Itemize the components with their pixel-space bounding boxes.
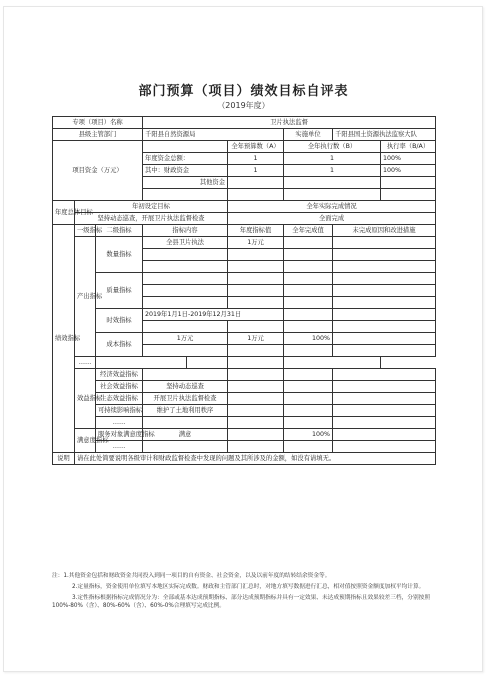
ind-header-done: 全年完成值	[284, 225, 333, 237]
empty-cell	[143, 297, 228, 309]
quantity-indicator-label: 数量指标	[96, 237, 143, 273]
empty-cell	[143, 273, 228, 285]
empty-cell	[228, 393, 284, 405]
quantity-done	[284, 237, 333, 249]
empty-cell	[284, 369, 333, 381]
empty-cell	[333, 273, 436, 285]
impl-label: 实施单位	[284, 129, 333, 141]
eco-content: 开展卫片执法监督检查	[143, 393, 228, 405]
empty-cell	[228, 417, 284, 429]
empty-cell	[284, 441, 333, 453]
funds-row-rate: 100%	[381, 153, 436, 165]
social-indicator-label: 社会效益指标	[96, 381, 143, 393]
time-indicator-label: 时效指标	[96, 309, 143, 333]
empty-cell	[333, 297, 436, 309]
empty-cell	[284, 249, 333, 261]
funds-row-label: 年度资金总额：	[143, 153, 228, 165]
empty-cell	[333, 345, 436, 357]
empty-cell	[284, 405, 333, 417]
empty-cell	[333, 417, 436, 429]
empty-cell	[333, 249, 436, 261]
explain-label: 说明	[53, 453, 75, 465]
perf-indicator-label: 绩效指标	[53, 225, 75, 453]
dept-value: 千阳县自然资源局	[143, 129, 284, 141]
empty-cell	[143, 417, 228, 429]
empty-cell	[284, 393, 333, 405]
empty-cell	[143, 249, 228, 261]
empty-cell	[284, 345, 333, 357]
empty-cell	[143, 285, 228, 297]
empty-cell	[333, 429, 436, 441]
dept-label: 县级主管部门	[53, 129, 143, 141]
footnote-1: 注：1.其他资金包括和财政资金共同投入到同一项目的自有资金、社会资金，以及以前年度的结转结余资金等。	[52, 573, 331, 579]
sustain-content: 维护了土地利用秩序	[143, 405, 228, 417]
empty-cell	[143, 345, 228, 357]
empty-cell	[228, 285, 284, 297]
funds-row-empty	[143, 189, 228, 201]
empty-cell	[143, 321, 228, 333]
empty-cell	[228, 381, 284, 393]
empty-cell	[333, 333, 436, 345]
explain-text: 请在此处简要说明各级审计和财政监督检查中发现的问题及其所涉及的金额，如没有请填无。	[75, 453, 436, 465]
empty-cell	[187, 357, 228, 369]
satisfaction-done: 100%	[284, 429, 333, 441]
goal-plan-header: 年初设定目标	[75, 201, 228, 213]
empty-cell	[228, 321, 284, 333]
funds-row-b: 1	[284, 153, 381, 165]
self-evaluation-table	[52, 116, 436, 465]
quality-indicator-label: 质量指标	[96, 273, 143, 309]
empty-cell	[228, 441, 284, 453]
output-ellipsis: ……	[75, 357, 96, 369]
empty-cell	[228, 405, 284, 417]
empty-cell	[96, 357, 187, 369]
social-content: 坚持动态巡查	[143, 381, 228, 393]
empty-cell	[228, 249, 284, 261]
funds-row-b	[284, 177, 381, 189]
ind-header-content: 指标内容	[143, 225, 228, 237]
impl-value: 千阳县国土资源执法监察大队	[333, 129, 436, 141]
funds-header-rate: 执行率（B/A）	[381, 141, 436, 153]
cost-done: 100%	[284, 333, 333, 345]
empty-cell	[284, 273, 333, 285]
econ-indicator-label: 经济效益指标	[96, 369, 143, 381]
cost-content: 1万元	[143, 333, 228, 345]
funds-label: 项目资金（万元）	[53, 141, 143, 201]
empty-cell	[228, 357, 284, 369]
empty-cell	[284, 357, 381, 369]
ind-header-level1: 一级指标	[75, 225, 96, 237]
empty-cell	[228, 429, 284, 441]
sustain-indicator-label: 可持续影响指标	[96, 405, 143, 417]
empty-cell	[143, 369, 228, 381]
empty-cell	[143, 441, 228, 453]
empty-cell	[228, 369, 284, 381]
funds-row-label: 其中：财政资金	[143, 165, 228, 177]
satisfaction-content: 满意	[143, 429, 228, 441]
empty-cell	[333, 285, 436, 297]
empty-cell	[143, 261, 228, 273]
empty-cell	[333, 393, 436, 405]
empty-cell	[228, 261, 284, 273]
satisfaction-ellipsis: ……	[96, 441, 143, 453]
quantity-reason	[333, 237, 436, 249]
empty-cell	[284, 321, 333, 333]
empty-cell	[284, 297, 333, 309]
empty-cell	[333, 441, 436, 453]
year-subtitle: （2019年度）	[217, 101, 270, 110]
funds-header-b: 全年执行数（B）	[284, 141, 381, 153]
footnotes	[52, 572, 437, 613]
empty-cell	[284, 417, 333, 429]
funds-header-a: 全年预算数（A）	[228, 141, 284, 153]
empty-cell	[228, 297, 284, 309]
ind-header-reason: 未完成原因和改进措施	[333, 225, 436, 237]
empty-cell	[284, 261, 333, 273]
funds-row-empty	[381, 189, 436, 201]
funds-row-a: 1	[228, 153, 284, 165]
time-content: 2019年1月1日-2019年12月31日	[143, 309, 284, 321]
empty-cell	[284, 309, 333, 321]
quantity-target: 1万元	[228, 237, 284, 249]
empty-cell	[228, 345, 284, 357]
quantity-content: 全县卫片执法	[143, 237, 228, 249]
funds-row-rate: 100%	[381, 165, 436, 177]
empty-cell	[333, 405, 436, 417]
goal-plan: 坚持动态巡查，开展卫片执法监督检查	[75, 213, 228, 225]
output-indicator-label: 产出指标	[75, 237, 96, 357]
funds-row-rate	[381, 177, 436, 189]
satisfaction-sub-label: 服务对象满意度指标	[96, 429, 143, 441]
funds-row-empty	[228, 189, 284, 201]
page-title: 部门预算（项目）绩效目标自评表	[138, 84, 349, 99]
eco-indicator-label: 生态效益指标	[96, 393, 143, 405]
empty-cell	[333, 381, 436, 393]
project-name-label: 专项（项目）名称	[53, 117, 143, 129]
cost-target: 1万元	[228, 333, 284, 345]
effect-ellipsis: ……	[96, 417, 143, 429]
annual-goal-label: 年度总体目标	[53, 201, 75, 225]
satisfaction-indicator-label: 满意度指标	[75, 429, 96, 453]
funds-row-b: 1	[284, 165, 381, 177]
effect-indicator-label: 效益指标	[75, 369, 96, 429]
empty-cell	[333, 321, 436, 333]
empty-cell	[228, 273, 284, 285]
empty-cell	[333, 309, 436, 321]
footnote-3: 3.定性指标根据指标完成情况分为：全部或基本达成预期指标、部分达成预期指标并具有一定效果、未达成预期指标且效果较差三档，分别按照100%-80%（含）、80%-60%（含）、60%-0%合理填写完成比例。	[52, 594, 431, 610]
empty-cell	[333, 261, 436, 273]
funds-row-label: 其他资金	[143, 177, 228, 189]
empty-cell	[333, 369, 436, 381]
empty-cell	[284, 381, 333, 393]
funds-row-a	[228, 177, 284, 189]
cost-indicator-label: 成本指标	[96, 333, 143, 357]
project-name: 卫片执法监督	[143, 117, 436, 129]
funds-row-empty	[284, 189, 381, 201]
ind-header-target: 年度指标值	[228, 225, 284, 237]
footnote-2: 2.定量指标，资金使用单位填写本地区实际完成数。财政和主管部门汇总时，对地方填写数据进行汇总，相对值按照资金额度加权平均计算。	[72, 583, 425, 590]
goal-actual-header: 全年实际完成情况	[228, 201, 436, 213]
goal-actual: 全面完成	[228, 213, 436, 225]
funds-header-blank	[143, 141, 228, 153]
ind-header-level2: 二级指标	[96, 225, 143, 237]
empty-cell	[284, 285, 333, 297]
funds-row-a: 1	[228, 165, 284, 177]
